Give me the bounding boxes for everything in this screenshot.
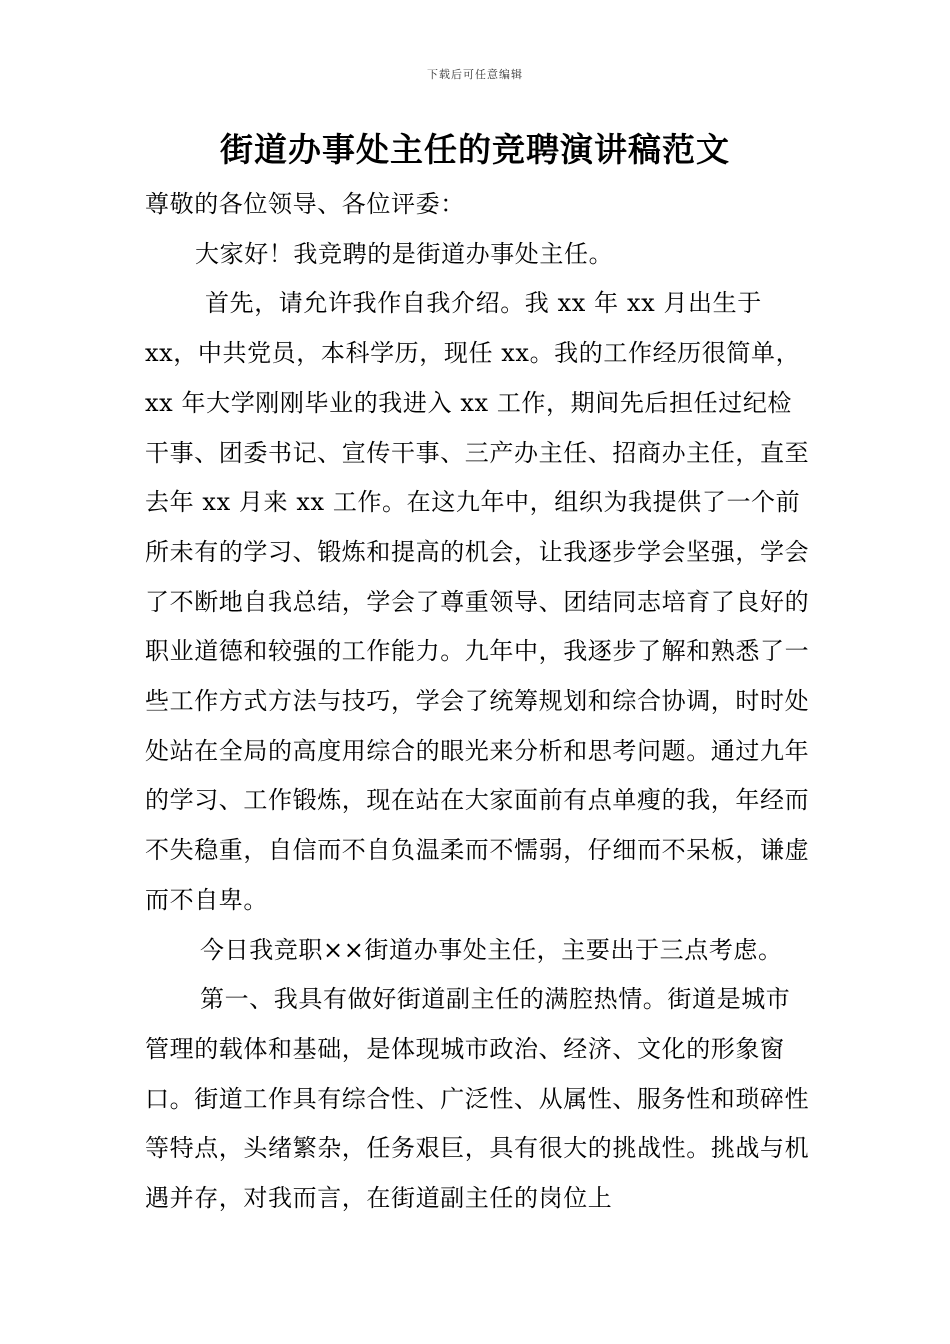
page-header-note: 下载后可任意编辑 xyxy=(427,68,523,81)
salutation: 尊敬的各位领导、各位评委： xyxy=(145,190,465,218)
document-body xyxy=(145,180,810,1224)
paragraph-greeting: 大家好！我竞聘的是街道办事处主任。 xyxy=(195,239,614,268)
paragraph-first-reason: 第一、我具有做好街道副主任的满腔热情。街道是城市管理的载体和基础，是体现城市政治、经济、文化的形象窗口。街道工作具有综合性、广泛性、从属性、服务性和琐碎性等特点，头绪繁杂，任务艰巨，具有很大的挑战性。挑战与机遇并存，对我而言，在街道副主任的岗位上 xyxy=(145,985,810,1213)
paragraph-reasons-intro: 今日我竞职××街道办事处主任，主要出于三点考虑。 xyxy=(200,935,783,964)
paragraph-self-introduction: 首先，请允许我作自我介绍。我 xx 年 xx 月出生于 xx，中共党员，本科学历，现任 xx。我的工作经历很简单，xx 年大学刚刚毕业的我进入 xx 工作，期间先后担任过纪检干事、团委书记、宣传干事、三产办主任、招商办主任，直至去年 xx 月来 xx 工作。在这九年中，组织为我提供了一个前所未有的学习、锻炼和提高的机会，让我逐步学会坚强，学会了不断地自我总结，学会了尊重领导、团结同志培育了良好的职业道德和较强的工作能力。九年中，我逐步了解和熟悉了一些工作方式方法与技巧，学会了统筹规划和综合协调，时时处处站在全局的高度用综合的眼光来分析和思考问题。通过九年的学习、工作锻炼，现在站在大家面前有点单瘦的我，年经而不失稳重，自信而不自负温柔而不懦弱，仔细而不呆板，谦虚而不自卑。 xyxy=(145,289,810,914)
document-title: 街道办事处主任的竞聘演讲稿范文 xyxy=(220,130,730,169)
